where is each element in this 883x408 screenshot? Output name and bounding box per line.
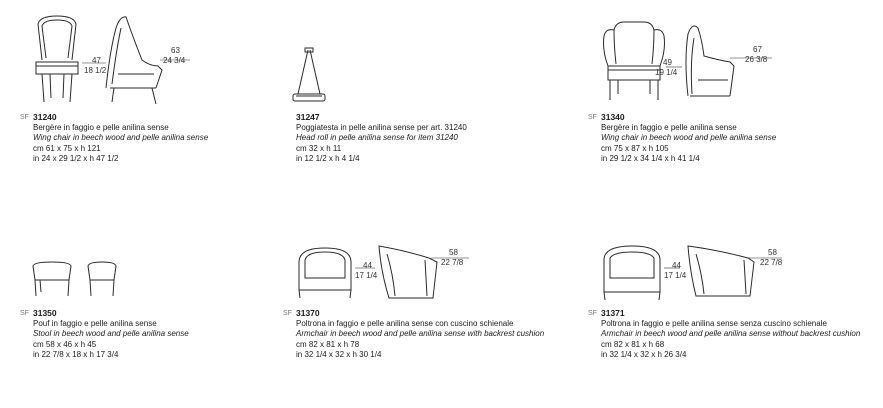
description-en: Wing chair in beech wood and pelle anilina sense (33, 133, 209, 142)
product-text (296, 308, 544, 361)
depth-dimension: 47 18 1/2 (84, 56, 107, 75)
depth-dimension: 44 17 1/4 (355, 261, 378, 280)
width-dimension: 58 22 7/8 (760, 248, 783, 267)
description-it: Pouf in faggio e pelle anilina sense (33, 318, 157, 328)
product-text (296, 112, 467, 165)
stool-drawing (0, 200, 300, 310)
product-31371 (568, 200, 868, 400)
description-en: Armchair in beech wood and pelle anilina sense with backrest cushion (296, 329, 545, 338)
product-prefix: SF (20, 310, 29, 317)
depth-dimension: 44 17 1/4 (664, 261, 687, 280)
description-en: Head roll in pelle anilina sense for item 31240 (296, 133, 458, 142)
description-it: Poltrona in faggio e pelle anilina sense con cuscino schienale (296, 318, 514, 328)
description-en: Wing chair in beech wood and pelle anilina sense (601, 133, 777, 142)
width-dimension: 63 24 3/4 (163, 46, 186, 65)
size-in: in 32 1/4 x 32 x h 30 1/4 (296, 350, 382, 359)
size-cm: cm 58 x 46 x h 45 (33, 339, 97, 349)
size-in: in 22 7/8 x 18 x h 17 3/4 (33, 350, 119, 359)
product-text (601, 112, 776, 165)
product-31240 (0, 0, 300, 200)
size-cm: cm 82 x 81 x h 68 (601, 339, 665, 349)
size-cm: cm 82 x 81 x h 78 (296, 339, 360, 349)
product-code: 31371 (601, 308, 625, 318)
size-in: in 24 x 29 1/2 x h 47 1/2 (33, 154, 119, 163)
product-text (601, 308, 860, 361)
size-cm: cm 32 x h 11 (296, 143, 342, 153)
description-it: Poggiatesta in pelle anilina sense per art. 31240 (296, 122, 467, 132)
armchair-drawing (263, 200, 563, 310)
width-dimension: 58 22 7/8 (441, 248, 464, 267)
product-code: 31340 (601, 112, 625, 122)
wing-chair-drawing (568, 0, 868, 110)
head-roll-drawing (263, 0, 563, 110)
product-31340 (568, 0, 868, 200)
product-text (33, 308, 189, 361)
product-prefix: SF (283, 310, 292, 317)
description-it: Bergère in faggio e pelle anilina sense (33, 122, 169, 132)
product-prefix: SF (588, 310, 597, 317)
size-cm: cm 75 x 87 x h 105 (601, 143, 669, 153)
size-in: in 32 1/4 x 32 x h 26 3/4 (601, 350, 687, 359)
product-31247 (263, 0, 563, 200)
armchair-drawing (568, 200, 868, 310)
product-code: 31240 (33, 112, 57, 122)
product-code: 31247 (296, 112, 320, 122)
product-31370 (263, 200, 563, 400)
description-it: Bergère in faggio e pelle anilina sense (601, 122, 737, 132)
width-dimension: 67 26 3/8 (745, 45, 768, 64)
product-code: 31370 (296, 308, 320, 318)
product-prefix: SF (588, 114, 597, 121)
size-in: in 12 1/2 x h 4 1/4 (296, 154, 360, 163)
depth-dimension: 49 19 1/4 (655, 58, 678, 77)
product-prefix: SF (20, 114, 29, 121)
size-in: in 29 1/2 x 34 1/4 x h 41 1/4 (601, 154, 700, 163)
product-code: 31350 (33, 308, 57, 318)
description-en: Stool in beech wood and pelle anilina sense (33, 329, 189, 338)
size-cm: cm 61 x 75 x h 121 (33, 143, 101, 153)
product-text (33, 112, 208, 165)
wing-chair-drawing (0, 0, 300, 110)
description-it: Poltrona in faggio e pelle anilina sense senza cuscino schienale (601, 318, 827, 328)
description-en: Armchair in beech wood and pelle anilina sense without backrest cushion (601, 329, 861, 338)
product-31350 (0, 200, 300, 400)
